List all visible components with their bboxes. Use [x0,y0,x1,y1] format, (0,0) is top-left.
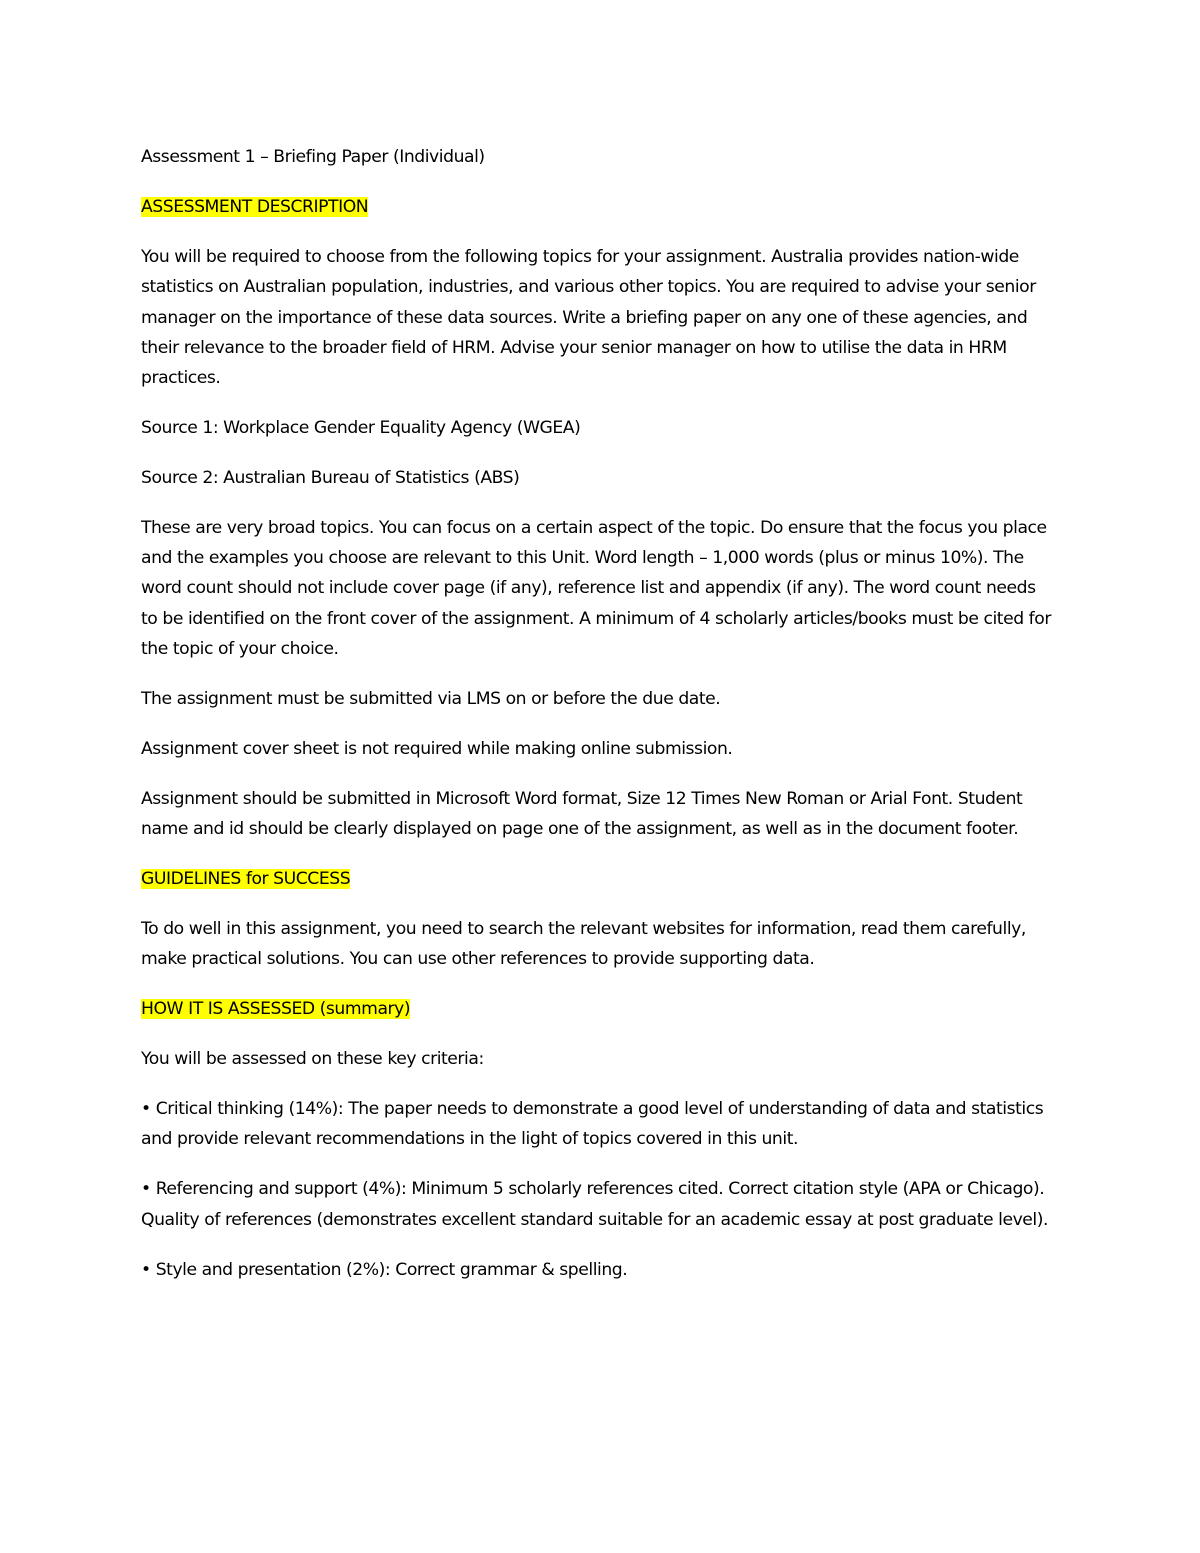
criterion-style: • Style and presentation (2%): Correct grammar & spelling. [141,1259,628,1280]
description-paragraph-2: These are very broad topics. You can focus on a certain aspect of the topic. Do ensure that the focus you place and the examples you choose are relevant to this Unit. Word length – 1,000 words (plus or minus 10%). The word count should not include cover page (if any), reference list and appendix (if any). The word count needs to be identified on the front cover of the assignment. A minimum of 4 scholarly articles/books must be cited for the topic of your choice. [141,518,1051,659]
document-title: Assessment 1 – Briefing Paper (Individual) [141,147,485,167]
criteria-intro: You will be assessed on these key criteria: [141,1049,484,1070]
format-paragraph: Assignment should be submitted in Microsoft Word format, Size 12 Times New Roman or Arial Font. Student name and id should be clearly displayed on page one of the assignment, as well as in the document footer. [141,788,1023,840]
source-2: Source 2: Australian Bureau of Statistics (ABS) [141,468,520,489]
assessed-heading [141,994,1056,1024]
guidelines-paragraph: To do well in this assignment, you need to search the relevant websites for information, read them carefully, make practical solutions. You can use other references to provide supporting data. [141,919,1026,970]
description-paragraph-1: You will be required to choose from the following topics for your assignment. Australia provides nation-wide statistics on Australian population, industries, and various other topics. You are required to advise your senior manager on the importance of these data sources. Write a briefing paper on any one of these agencies, and their relevance to the broader field of HRM. Advise your senior manager on how to utilise the data in HRM practices. [141,247,1036,389]
criterion-referencing: • Referencing and support (4%): Minimum 5 scholarly references cited. Correct citation style (APA or Chicago). Quality of references (demonstrates excellent standard suitable for an academic essay at post graduate level). [141,1179,1049,1230]
submission-paragraph: The assignment must be submitted via LMS on or before the due date. [141,688,721,709]
assessed-heading-text: HOW IT IS ASSESSED (summary) [141,999,411,1020]
criterion-critical-thinking: • Critical thinking (14%): The paper needs to demonstrate a good level of understanding of data and statistics and provide relevant recommendations in the light of topics covered in this unit. [141,1099,1044,1150]
guidelines-heading [141,864,1056,894]
document-body [141,142,1056,1305]
source-1: Source 1: Workplace Gender Equality Agency (WGEA) [141,418,581,439]
cover-sheet-paragraph: Assignment cover sheet is not required while making online submission. [141,738,733,759]
description-heading-text: ASSESSMENT DESCRIPTION [141,197,369,218]
description-heading [141,192,1056,222]
guidelines-heading-text: GUIDELINES for SUCCESS [141,869,351,890]
